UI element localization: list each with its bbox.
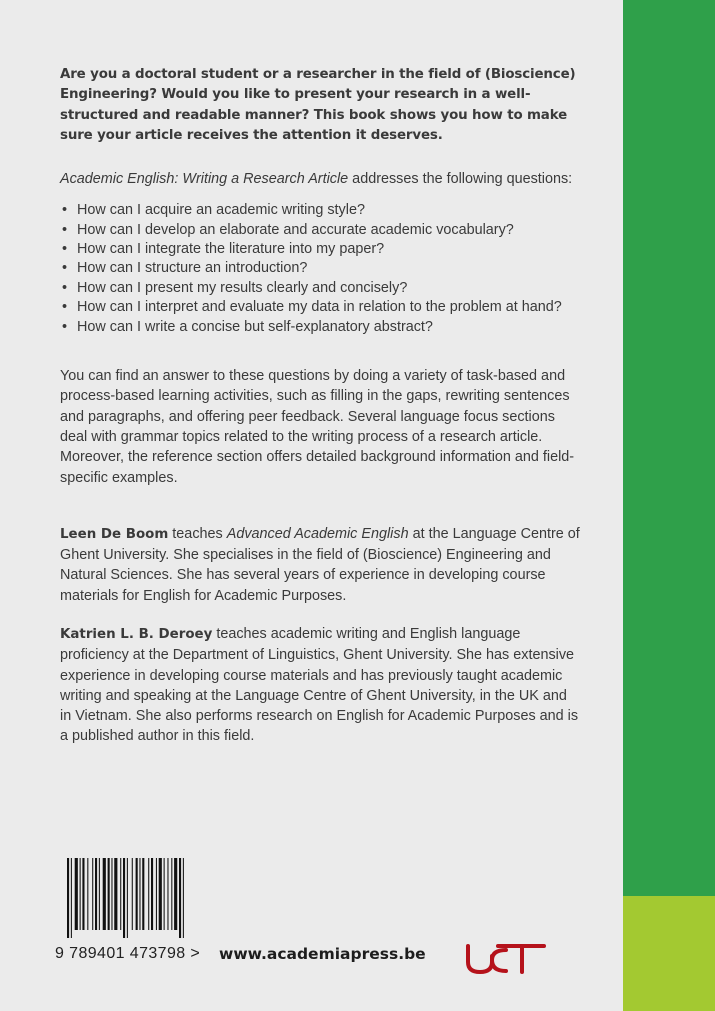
answer-paragraph: You can find an answer to these questions by doing a variety of task-based and process-based learning activities, such as filling in the gaps, rewriting sentences and paragraphs, and offering peer feedback. Several language focus sections deal with grammar topics related to the writing process of a research article. Moreover, the reference section offers detailed background information and field-specific examples. bbox=[60, 368, 575, 486]
list-item: • How can I write a concise but self-explanatory abstract? bbox=[60, 318, 580, 337]
list-item: • How can I present my results clearly and concisely? bbox=[60, 279, 580, 298]
list-item: • How can I interpret and evaluate my data in relation to the problem at hand? bbox=[60, 298, 580, 317]
bullet: • bbox=[62, 318, 68, 335]
bullet: • bbox=[62, 221, 68, 238]
questions-list bbox=[60, 201, 580, 337]
author-bio-katrien-deroey: Katrien L. B. Deroey teaches academic writing and English language proficiency at the Department of Linguistics, Ghent University. She has extensive experience in developing course materials and has previously taught academic writing and speaking at the Language Centre of Ghent University, in the UK and in Vietnam. She also performs research on English for Academic Purposes and is a published author in this field. bbox=[60, 626, 579, 745]
cover-lime-band bbox=[623, 896, 715, 1011]
list-item: • How can I structure an introduction? bbox=[60, 259, 580, 278]
list-item: • How can I integrate the literature into my paper? bbox=[60, 240, 580, 259]
bullet: • bbox=[62, 260, 68, 277]
author-bio-leen-de-boom: Leen De Boom teaches Advanced Academic English at the Language Centre of Ghent University. She specialises in the field of (Bioscience) Engineering and Natural Sciences. She has several years of experience in developing course materials for English for Academic Purposes. bbox=[60, 525, 580, 604]
author-name: Leen De Boom bbox=[60, 526, 169, 542]
publisher-website: www.academiapress.be bbox=[219, 945, 426, 963]
list-item: • How can I acquire an academic writing style? bbox=[60, 201, 580, 220]
back-cover-text bbox=[60, 65, 580, 747]
bullet: • bbox=[62, 202, 68, 219]
barcode-icon bbox=[65, 858, 205, 938]
uct-logo-icon bbox=[462, 940, 548, 976]
questions-lead bbox=[60, 169, 580, 189]
bullet: • bbox=[62, 241, 68, 257]
book-title: Academic English: Writing a Research Article bbox=[60, 171, 349, 188]
bullet: • bbox=[62, 299, 68, 316]
cover-green-band bbox=[623, 0, 715, 896]
list-item: • How can I develop an elaborate and accurate academic vocabulary? bbox=[60, 221, 580, 240]
course-title: Advanced Academic English bbox=[226, 525, 409, 542]
intro-blurb: Are you a doctoral student or a researcher in the field of (Bioscience) Engineering? Would you like to present your research in a well-structured and readable manner? This book shows you how to make sure your article receives the attention it deserves. bbox=[60, 67, 576, 143]
questions-lead-rest: addresses the following questions: bbox=[348, 171, 573, 188]
bullet: • bbox=[62, 279, 68, 296]
author-name: Katrien L. B. Deroey bbox=[60, 627, 213, 642]
isbn-number: 9 789401 473798 > bbox=[55, 945, 201, 962]
